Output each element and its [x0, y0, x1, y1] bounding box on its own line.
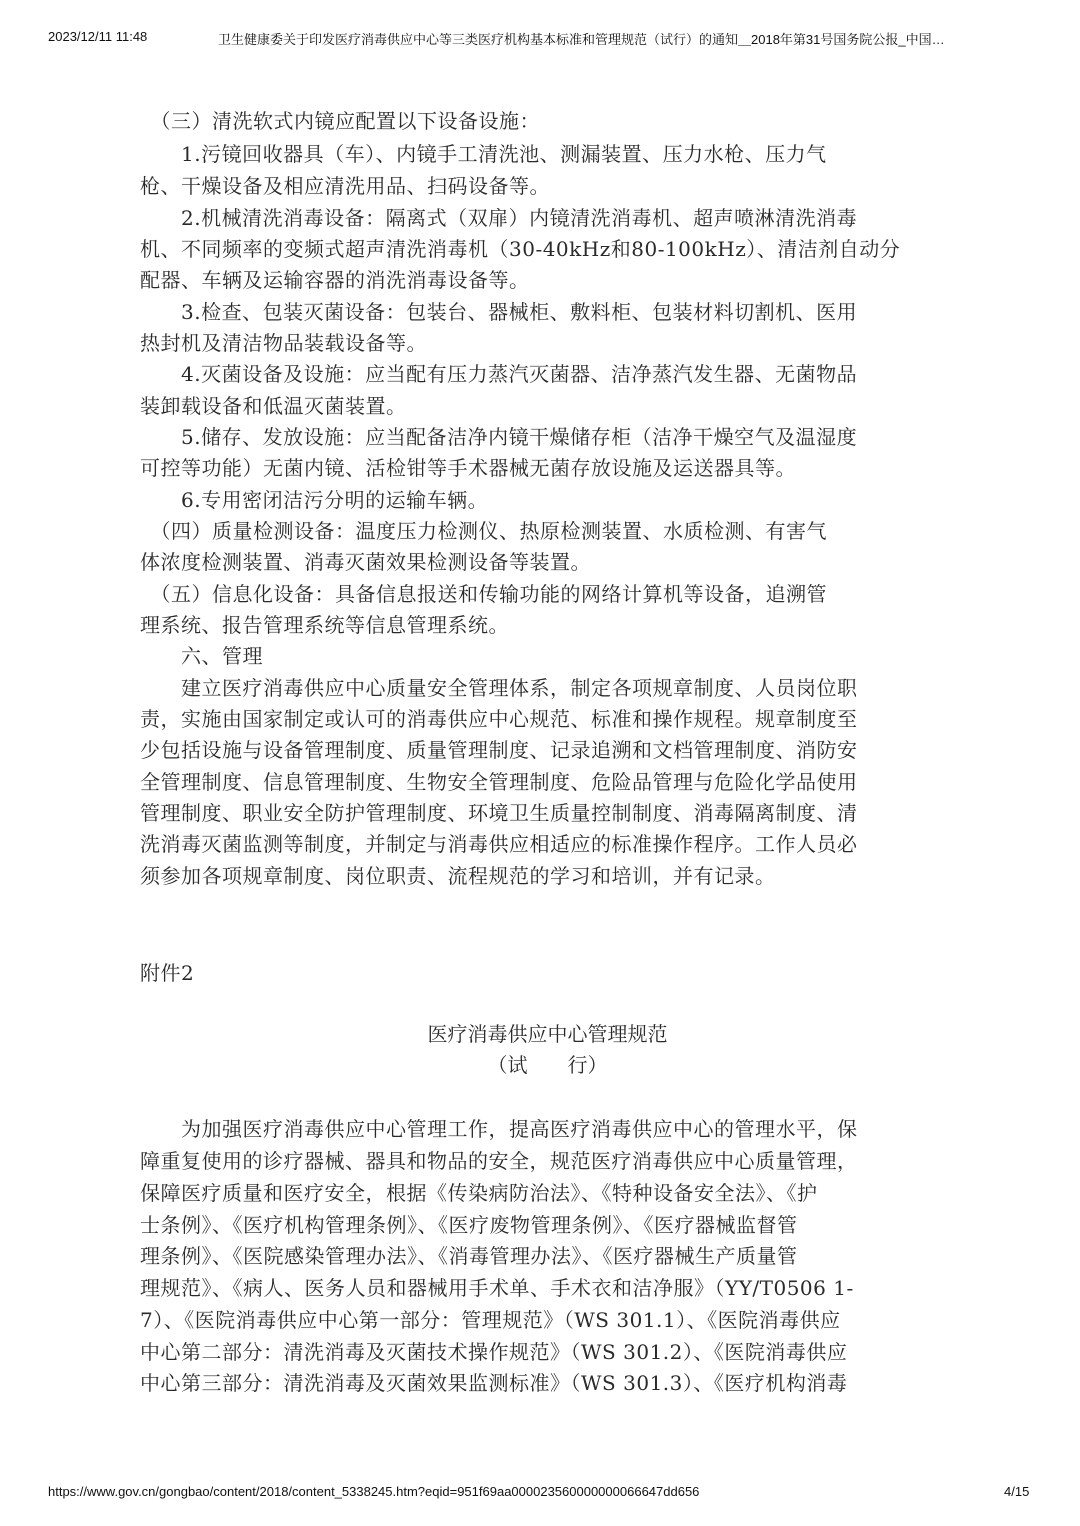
text-line: 保障医疗质量和医疗安全，根据《传染病防治法》、《特种设备安全法》、《护 — [140, 1181, 818, 1205]
text-line: 配器、车辆及运输容器的消洗消毒设备等。 — [140, 268, 530, 292]
text-line: 2.机械清洗消毒设备：隔离式（双扉）内镜清洗消毒机、超声喷淋清洗消毒 — [140, 206, 858, 230]
text-line: 管理制度、职业安全防护管理制度、环境卫生质量控制制度、消毒隔离制度、清 — [140, 801, 858, 825]
text-line: 洗消毒灭菌监测等制度，并制定与消毒供应相适应的标准操作程序。工作人员必 — [140, 832, 858, 856]
text-line: 热封机及清洁物品装载设备等。 — [140, 331, 427, 355]
text-line: 理条例》、《医院感染管理办法》、《消毒管理办法》、《医疗器械生产质量管 — [140, 1244, 798, 1268]
text-line: 4.灭菌设备及设施：应当配有压力蒸汽灭菌器、洁净蒸汽发生器、无菌物品 — [140, 362, 858, 386]
header-page-title: 卫生健康委关于印发医疗消毒供应中心等三类医疗机构基本标准和管理规范（试行）的通知＿2018年第31号国务院公报_中国… — [218, 32, 945, 47]
footer-url: https://www.gov.cn/gongbao/content/2018/content_5338245.htm?eqid=951f69aa000023560000000066647dd656 — [48, 1484, 700, 1499]
text-line: 理规范》、《病人、医务人员和器械用手术单、手术衣和洁净服》（YY/T0506 1- — [140, 1276, 854, 1300]
text-line: 体浓度检测装置、消毒灭菌效果检测设备等装置。 — [140, 550, 591, 574]
text-line: 枪、干燥设备及相应清洗用品、扫码设备等。 — [140, 174, 550, 198]
text-line: 3.检查、包装灭菌设备：包装台、器械柜、敷料柜、包装材料切割机、医用 — [140, 300, 858, 324]
text-line: 中心第三部分：清洗消毒及灭菌效果监测标准》（WS 301.3）、《医疗机构消毒 — [140, 1371, 848, 1395]
text-line: 建立医疗消毒供应中心质量安全管理体系，制定各项规章制度、人员岗位职 — [140, 676, 858, 700]
text-line: 须参加各项规章制度、岗位职责、流程规范的学习和培训，并有记录。 — [140, 864, 776, 888]
text-line: 理系统、报告管理系统等信息管理系统。 — [140, 613, 509, 637]
header-datetime: 2023/12/11 11:48 — [48, 29, 148, 44]
text-line: 7）、《医院消毒供应中心第一部分：管理规范》（WS 301.1）、《医院消毒供应 — [140, 1308, 841, 1332]
text-line: 责，实施由国家制定或认可的消毒供应中心规范、标准和操作规程。规章制度至 — [140, 707, 858, 731]
section-heading: 六、管理 — [140, 644, 263, 668]
text-line: （五）信息化设备：具备信息报送和传输功能的网络计算机等设备，追溯管 — [140, 582, 827, 606]
document-subtitle: （试 行） — [487, 1053, 608, 1077]
text-line: 障重复使用的诊疗器械、器具和物品的安全，规范医疗消毒供应中心质量管理， — [140, 1149, 858, 1173]
text-line: （三）清洗软式内镜应配置以下设备设施： — [140, 109, 540, 133]
text-line: 1.污镜回收器具（车）、内镜手工清洗池、测漏装置、压力水枪、压力气 — [140, 142, 827, 166]
text-line: 全管理制度、信息管理制度、生物安全管理制度、危险品管理与危险化学品使用 — [140, 770, 858, 794]
text-line: 士条例》、《医疗机构管理条例》、《医疗废物管理条例》、《医疗器械监督管 — [140, 1213, 798, 1237]
text-line: 中心第二部分：清洗消毒及灭菌技术操作规范》（WS 301.2）、《医院消毒供应 — [140, 1340, 848, 1364]
text-line: 装卸载设备和低温灭菌装置。 — [140, 394, 407, 418]
attachment-label: 附件2 — [140, 961, 195, 985]
text-line: 少包括设施与设备管理制度、质量管理制度、记录追溯和文档管理制度、消防安 — [140, 738, 858, 762]
text-line: 5.储存、发放设施：应当配备洁净内镜干燥储存柜（洁净干燥空气及温湿度 — [140, 425, 858, 449]
text-line: 为加强医疗消毒供应中心管理工作，提高医疗消毒供应中心的管理水平，保 — [140, 1117, 858, 1141]
document-title: 医疗消毒供应中心管理规范 — [427, 1022, 668, 1046]
page-number: 4/15 — [1004, 1484, 1030, 1499]
text-line: 可控等功能）无菌内镜、活检钳等手术器械无菌存放设施及运送器具等。 — [140, 456, 796, 480]
text-line: 机、不同频率的变频式超声清洗消毒机（30-40kHz和80-100kHz）、清洁剂自动分 — [140, 237, 901, 261]
text-line: 6.专用密闭洁污分明的运输车辆。 — [140, 488, 489, 512]
text-line: （四）质量检测设备：温度压力检测仪、热原检测装置、水质检测、有害气 — [140, 519, 827, 543]
